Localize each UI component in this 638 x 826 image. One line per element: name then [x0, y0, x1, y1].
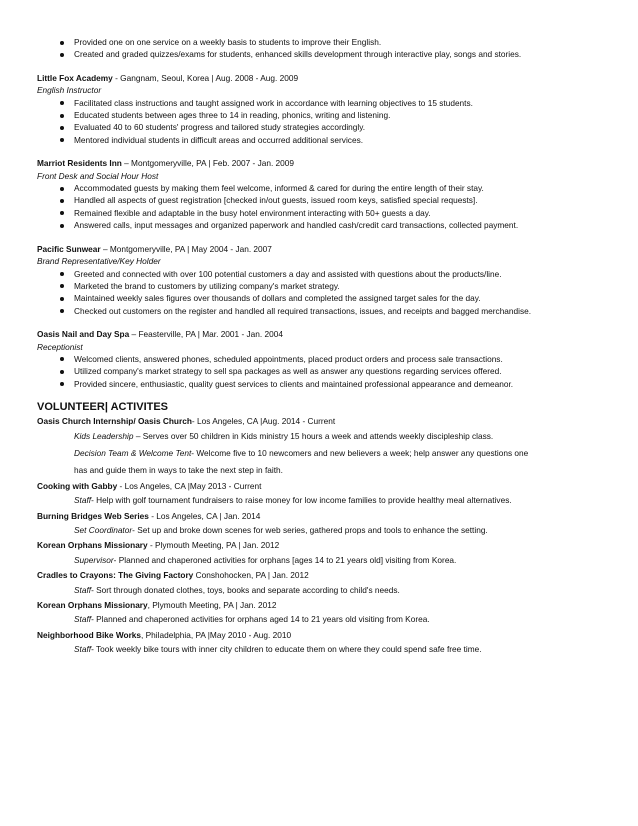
- role-description: - Planned and chaperoned activities for orphans aged 14 to 21 years old visiting from Korea.: [91, 614, 430, 625]
- job-entry: [37, 72, 617, 146]
- employer-name: Marriot Residents Inn: [37, 158, 122, 169]
- job-entry: [37, 243, 617, 317]
- bullet-item: Welcomed clients, answered phones, scheduled appointments, placed product orders and process sale transactions.: [37, 353, 617, 365]
- intro-bullet-list: [37, 36, 617, 61]
- volunteer-details: - Los Angeles, CA |Aug. 2014 - Current: [191, 416, 336, 427]
- job-details: – Montgomeryville, PA | Feb. 2007 - Jan. 2009: [121, 158, 295, 169]
- volunteer-role-line: [37, 611, 617, 628]
- bullet-item: Provided one on one service on a weekly basis to students to improve their English.: [37, 36, 617, 48]
- volunteer-header: [37, 510, 617, 522]
- job-details: - Gangnam, Seoul, Korea | Aug. 2008 - Aug. 2009: [112, 72, 299, 83]
- volunteer-entry: [37, 629, 617, 659]
- role-description: - Planned and chaperoned activities for orphans [ages 14 to 21 years old] visiting from Korea.: [113, 554, 457, 565]
- organization-name: Neighborhood Bike Works: [37, 629, 142, 640]
- bullet-item: Facilitated class instructions and taught assigned work in accordance with learning objectives to 15 students.: [37, 97, 617, 109]
- role-name: Set Coordinator: [74, 525, 133, 535]
- bullet-item: Maintained weekly sales figures over thousands of dollars and completed the assigned target sales for the day.: [37, 292, 617, 304]
- bullet-item: Checked out customers on the register and handled all required transactions, issues, and receipts and bagged merchandise.: [37, 305, 617, 317]
- volunteer-role-line: [37, 522, 617, 539]
- bullet-item: Mentored individual students in difficult areas and occurred additional services.: [37, 134, 617, 146]
- job-title: English Instructor: [37, 85, 102, 96]
- job-header: [37, 328, 617, 340]
- bullet-item: Educated students between ages three to 14 in reading, phonics, writing and listening.: [37, 109, 617, 121]
- job-title: Receptionist: [37, 341, 83, 352]
- organization-name: Korean Orphans Missionary: [37, 540, 148, 551]
- role-description: - Welcome five to 10 newcomers and new believers a week; help answer any questions one: [191, 447, 529, 458]
- job-entry: [37, 328, 617, 390]
- organization-name: Cooking with Gabby: [37, 480, 118, 491]
- job-details: – Montgomeryville, PA | May 2004 - Jan. 2007: [100, 243, 272, 254]
- volunteer-details: - Los Angeles, CA | Jan. 2014: [148, 510, 261, 521]
- job-bullet-list: [37, 353, 617, 390]
- job-entry: [37, 157, 617, 231]
- role-name: Decision Team & Welcome Tent: [74, 447, 192, 458]
- job-header: [37, 243, 617, 255]
- volunteer-details: , Plymouth Meeting, PA | Jan. 2012: [147, 600, 277, 611]
- volunteer-role-line: [37, 445, 617, 462]
- job-header: [37, 157, 617, 169]
- employer-name: Oasis Nail and Day Spa: [37, 329, 130, 340]
- role-description: - Took weekly bike tours with inner city children to educate them on where they could spend safe free time.: [91, 644, 482, 655]
- volunteer-role-line: [37, 492, 617, 509]
- role-description: – Serves over 50 children in Kids ministry 15 hours a week and attends weekly discipleship class.: [133, 430, 494, 441]
- volunteer-role-line: [37, 552, 617, 569]
- role-description: - Help with golf tournament fundraisers to raise money for low income families to provide healthy meal alternatives.: [91, 495, 512, 506]
- volunteer-header: [37, 415, 617, 427]
- bullet-item: Utilized company's market strategy to sell spa packages as well as answer any questions regarding services offered.: [37, 365, 617, 377]
- role-name: Staff: [74, 644, 92, 655]
- volunteer-entry: [37, 480, 617, 510]
- bullet-item: Answered calls, input messages and organized paperwork and handled cash/credit card transactions, collected payment.: [37, 219, 617, 231]
- job-bullet-list: [37, 268, 617, 318]
- volunteer-details: - Plymouth Meeting, PA | Jan. 2012: [147, 540, 280, 551]
- job-bullet-list: [37, 182, 617, 232]
- organization-name: Oasis Church Internship/ Oasis Church: [37, 416, 192, 427]
- job-header: [37, 72, 617, 84]
- volunteer-details: Conshohocken, PA | Jan. 2012: [193, 570, 309, 581]
- organization-name: Burning Bridges Web Series: [37, 510, 149, 521]
- resume-document: [37, 36, 617, 659]
- volunteer-header: [37, 539, 617, 551]
- bullet-item: Greeted and connected with over 100 potential customers a day and assisted with questions about the products/line.: [37, 268, 617, 280]
- bullet-item: Remained flexible and adaptable in the busy hotel environment interacting with 50+ guests a day.: [37, 207, 617, 219]
- role-name: Staff: [74, 584, 92, 595]
- volunteer-header: [37, 629, 617, 641]
- organization-name: Cradles to Crayons: The Giving Factory: [37, 570, 194, 581]
- volunteer-entry: [37, 569, 617, 599]
- role-description-continuation: has and guide them in ways to take the next step in faith.: [74, 465, 283, 476]
- volunteer-entry: [37, 539, 617, 569]
- job-bullet-list: [37, 97, 617, 147]
- role-name: Staff: [74, 614, 92, 625]
- section-heading: VOLUNTEER| ACTIVITES: [37, 401, 169, 414]
- organization-name: Korean Orphans Missionary: [37, 600, 148, 611]
- employer-name: Pacific Sunwear: [37, 243, 101, 254]
- volunteer-entry: [37, 415, 617, 480]
- job-details: – Feasterville, PA | Mar. 2001 - Jan. 2004: [129, 329, 283, 340]
- job-title: Brand Representative/Key Holder: [37, 256, 161, 267]
- bullet-item: Created and graded quizzes/exams for students, enhanced skills development through interactive play, songs and stories.: [37, 48, 617, 60]
- role-name: Kids Leadership: [74, 430, 134, 441]
- role-description: - Sort through donated clothes, toys, books and separate according to child's needs.: [91, 584, 400, 595]
- bullet-item: Accommodated guests by making them feel welcome, informed & cared for during the entire length of their stay.: [37, 182, 617, 194]
- bullet-item: Handled all aspects of guest registration [checked in/out guests, issued room keys, satisfied special requests].: [37, 194, 617, 206]
- volunteer-header: [37, 569, 617, 581]
- volunteer-entry: [37, 510, 617, 540]
- volunteer-details: , Philadelphia, PA |May 2010 - Aug. 2010: [141, 629, 292, 640]
- role-description: - Set up and broke down scenes for web series, gathered props and tools to enhance the setting.: [132, 525, 488, 535]
- volunteer-role-line: [37, 428, 617, 445]
- volunteer-header: [37, 480, 617, 492]
- role-name: Staff: [74, 495, 92, 506]
- volunteer-entry: [37, 599, 617, 629]
- volunteer-role-line: [37, 582, 617, 599]
- employer-name: Little Fox Academy: [37, 72, 113, 83]
- bullet-item: Evaluated 40 to 60 students' progress and tailored study strategies accordingly.: [37, 121, 617, 133]
- role-name: Supervisor: [74, 554, 114, 565]
- bullet-item: Provided sincere, enthusiastic, quality guest services to clients and maintained professional appearance and demeanor.: [37, 378, 617, 390]
- volunteer-role-line: [37, 641, 617, 658]
- volunteer-header: [37, 599, 617, 611]
- volunteer-details: - Los Angeles, CA |May 2013 - Current: [117, 480, 262, 491]
- job-title: Front Desk and Social Hour Host: [37, 170, 159, 181]
- bullet-item: Marketed the brand to customers by utilizing company's market strategy.: [37, 280, 617, 292]
